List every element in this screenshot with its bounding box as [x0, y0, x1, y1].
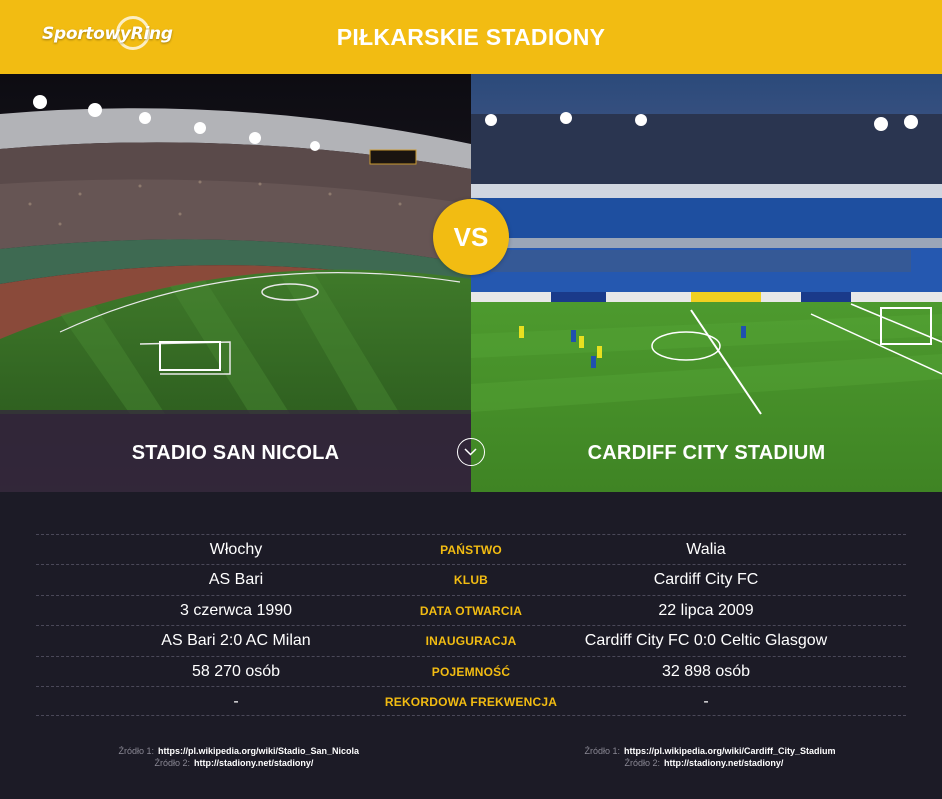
stadium-photos [0, 74, 942, 492]
left-value: - [233, 692, 239, 710]
left-value: AS Bari 2:0 AC Milan [161, 632, 311, 650]
sources-left [114, 745, 414, 769]
stadio-san-nicola-photo [0, 74, 471, 492]
row-label: REKORDOWA FREKWENCJA [384, 694, 558, 709]
left-value: 3 czerwca 1990 [179, 601, 293, 619]
table-row [36, 595, 906, 625]
source-link[interactable]: https://pl.wikipedia.org/wiki/Stadio_San_Nicola [158, 746, 360, 756]
left-value: AS Bari [208, 571, 264, 589]
chevron-down-icon [458, 439, 483, 464]
table-row [36, 564, 906, 594]
row-label: KLUB [453, 573, 489, 588]
cardiff-city-stadium-photo [471, 74, 942, 492]
source-line [580, 757, 910, 769]
expand-button[interactable] [457, 438, 485, 466]
source-link[interactable]: https://pl.wikipedia.org/wiki/Cardiff_City_Stadium [624, 746, 836, 756]
right-value: 32 898 osób [661, 662, 751, 680]
source-label: Źródło 1: [584, 746, 620, 756]
source-link[interactable]: http://stadiony.net/stadiony/ [194, 758, 314, 768]
table-row [36, 656, 906, 686]
source-label: Źródło 2: [154, 758, 190, 768]
source-line [580, 745, 910, 757]
row-label: INAUGURACJA [425, 634, 517, 649]
header-bar [0, 0, 942, 74]
page-title: PIŁKARSKIE STADIONY [336, 24, 606, 50]
right-value: Cardiff City FC 0:0 Celtic Glasgow [584, 632, 828, 650]
sources-right [580, 745, 910, 769]
source-label: Źródło 2: [624, 758, 660, 768]
right-value: Walia [686, 541, 726, 558]
comparison-table [36, 534, 906, 716]
source-label: Źródło 1: [118, 746, 154, 756]
vs-badge: VS [433, 199, 509, 275]
row-label: PAŃSTWO [440, 543, 502, 557]
left-stadium-name: STADIO SAN NICOLA [131, 442, 340, 464]
source-line [114, 757, 414, 769]
row-label: DATA OTWARCIA [419, 603, 523, 618]
right-value: 22 lipca 2009 [658, 601, 754, 619]
left-value: 58 270 osób [191, 662, 281, 680]
table-row [36, 686, 906, 716]
row-label: POJEMNOŚĆ [431, 664, 511, 679]
left-value: Włochy [209, 541, 263, 558]
source-link[interactable]: http://stadiony.net/stadiony/ [664, 758, 784, 768]
table-row [36, 534, 906, 564]
right-stadium-name: CARDIFF CITY STADIUM [587, 442, 826, 464]
table-row [36, 625, 906, 655]
source-line [114, 745, 414, 757]
right-value: - [703, 692, 709, 710]
logo[interactable]: SportowyRing [42, 24, 173, 44]
right-value: Cardiff City FC [653, 571, 759, 589]
